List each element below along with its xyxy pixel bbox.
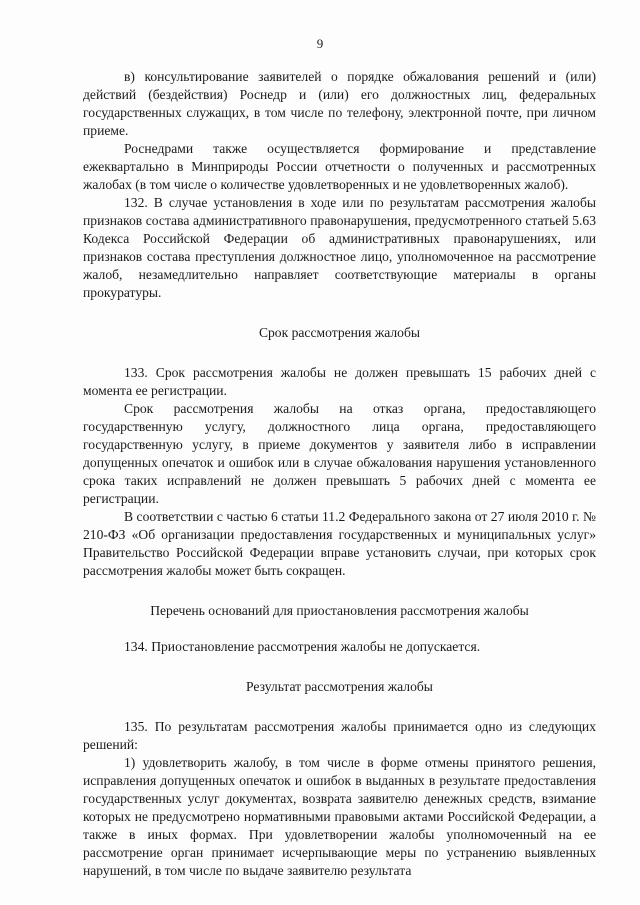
paragraph-satisfy-complaint: 1) удовлетворить жалобу, в том числе в форме отмены принятого решения, исправления допущенных опечаток и ошибок в выданных в результате предоставления государственных услуг документах, возврата заявителю денежных средств, взимание которых не предусмотрено нормативными правовыми актами Российской Федерации, а также в иных формах. При удовлетворении жалобы уполномоченный на ее рассмотрение орган принимает исчерпывающие меры по устранению выявленных нарушений, в том числе по выдаче заявителю результата: [83, 755, 596, 878]
paragraph-refusal-review-period: Срок рассмотрения жалобы на отказ органа, предоставляющего государственную услугу, должностного лица органа, предоставляющего государственную услугу, в приеме документов у заявителя либо в исправлении допущенных опечаток и ошибок или в случае обжалования нарушения установленного срока таких исправлений не должен превышать 5 рабочих дней с момента ее регистрации.: [83, 401, 596, 506]
paragraph-reporting: Роснедрами также осуществляется формирование и представление ежеквартально в Минприроды России отчетности о полученных и рассмотренных жалобах (в том числе о количестве удовлетворенных и не удовлетворенных жалоб).: [83, 141, 596, 192]
paragraph-133: 133. Срок рассмотрения жалобы не должен превышать 15 рабочих дней с момента ее регистрации.: [83, 365, 596, 398]
heading-review-result: Результат рассмотрения жалобы: [246, 679, 433, 694]
paragraph-consulting: в) консультирование заявителей о порядке обжалования решений и (или) действий (бездействия) Роснедр и (или) его должностных лиц, федеральных государственных служащих, в том числе по телефону, электронной почте, при личном приеме.: [83, 69, 596, 138]
paragraph-134: 134. Приостановление рассмотрения жалобы не допускается.: [124, 639, 481, 654]
paragraph-federal-law-210: В соответствии с частью 6 статьи 11.2 Федерального закона от 27 июля 2010 г. № 210-ФЗ «Об организации предоставления государственных и муниципальных услуг» Правительство Российской Федерации вправе установить случаи, при которых срок рассмотрения жалобы может быть сокращен.: [83, 509, 596, 578]
heading-complaint-review-period: Срок рассмотрения жалобы: [258, 325, 421, 340]
page-number: 9: [316, 36, 324, 51]
heading-suspension-grounds: Перечень оснований для приостановления рассмотрения жалобы: [150, 603, 529, 618]
paragraph-135: 135. По результатам рассмотрения жалобы принимается одно из следующих решений:: [83, 719, 596, 752]
paragraph-132: 132. В случае установления в ходе или по результатам рассмотрения жалобы признаков состава административного правонарушения, предусмотренного статьей 5.63 Кодекса Российской Федерации об административных правонарушениях, или признаков состава преступления должностное лицо, уполномоченное на рассмотрение жалоб, незамедлительно направляет соответствующие материалы в органы прокуратуры.: [83, 195, 596, 300]
document-body: [83, 68, 596, 880]
